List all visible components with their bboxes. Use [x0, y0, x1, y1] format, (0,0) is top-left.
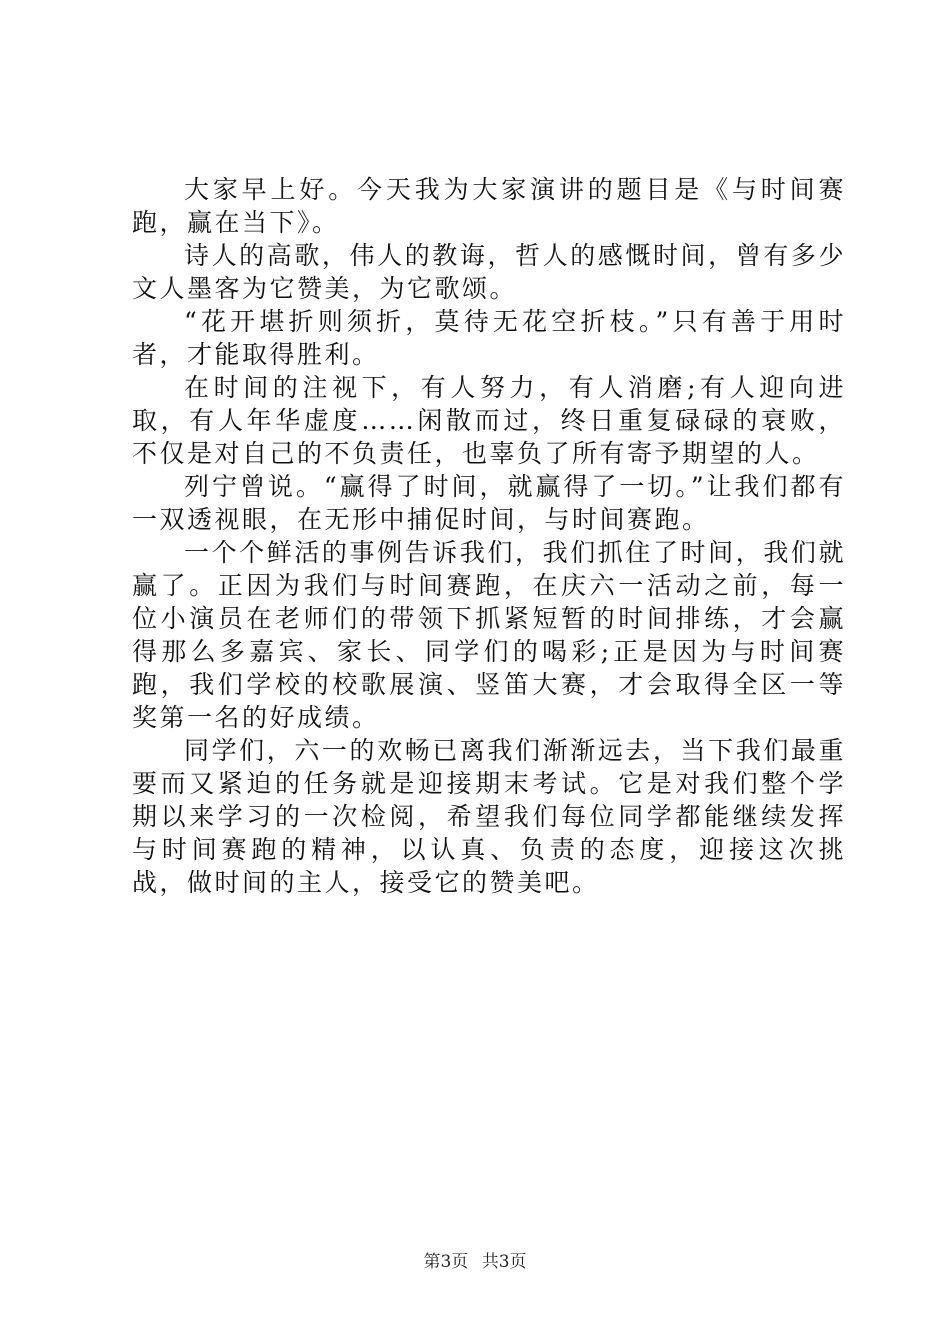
paragraph: 列宁曾说。“赢得了时间，就赢得了一切。”让我们都有一双透视眼，在无形中捕促时间，与时间赛跑。 — [132, 472, 846, 534]
page-number: 第3页 — [423, 1252, 469, 1272]
paragraph: “花开堪折则须折，莫待无花空折枝。”只有善于用时者，才能取得胜利。 — [132, 307, 846, 369]
page-total: 共3页 — [481, 1252, 527, 1272]
paragraph: 一个个鲜活的事例告诉我们，我们抓住了时间，我们就赢了。正因为我们与时间赛跑，在庆六一活动之前，每一位小演员在老师们的带领下抓紧短暂的时间排练，才会赢得那么多嘉宾、家长、同学们的喝彩;正是因为与时间赛跑，我们学校的校歌展演、竖笛大赛，才会取得全区一等奖第一名的好成绩。 — [132, 538, 846, 732]
document-body — [132, 173, 846, 899]
paragraph: 在时间的注视下，有人努力，有人消磨;有人迎向进取，有人年华虚度……闲散而过，终日重复碌碌的衰败，不仅是对自己的不负责任，也辜负了所有寄予期望的人。 — [132, 373, 846, 468]
paragraph: 大家早上好。今天我为大家演讲的题目是《与时间赛跑，赢在当下》。 — [132, 175, 846, 237]
page-footer — [0, 1247, 950, 1272]
paragraph: 同学们，六一的欢畅已离我们渐渐远去，当下我们最重要而又紧迫的任务就是迎接期末考试。它是对我们整个学期以来学习的一次检阅，希望我们每位同学都能继续发挥与时间赛跑的精神，以认真、负责的态度，迎接这次挑战，做时间的主人，接受它的赞美吧。 — [132, 736, 846, 897]
paragraph: 诗人的高歌，伟人的教诲，哲人的感慨时间，曾有多少文人墨客为它赞美，为它歌颂。 — [132, 241, 846, 303]
